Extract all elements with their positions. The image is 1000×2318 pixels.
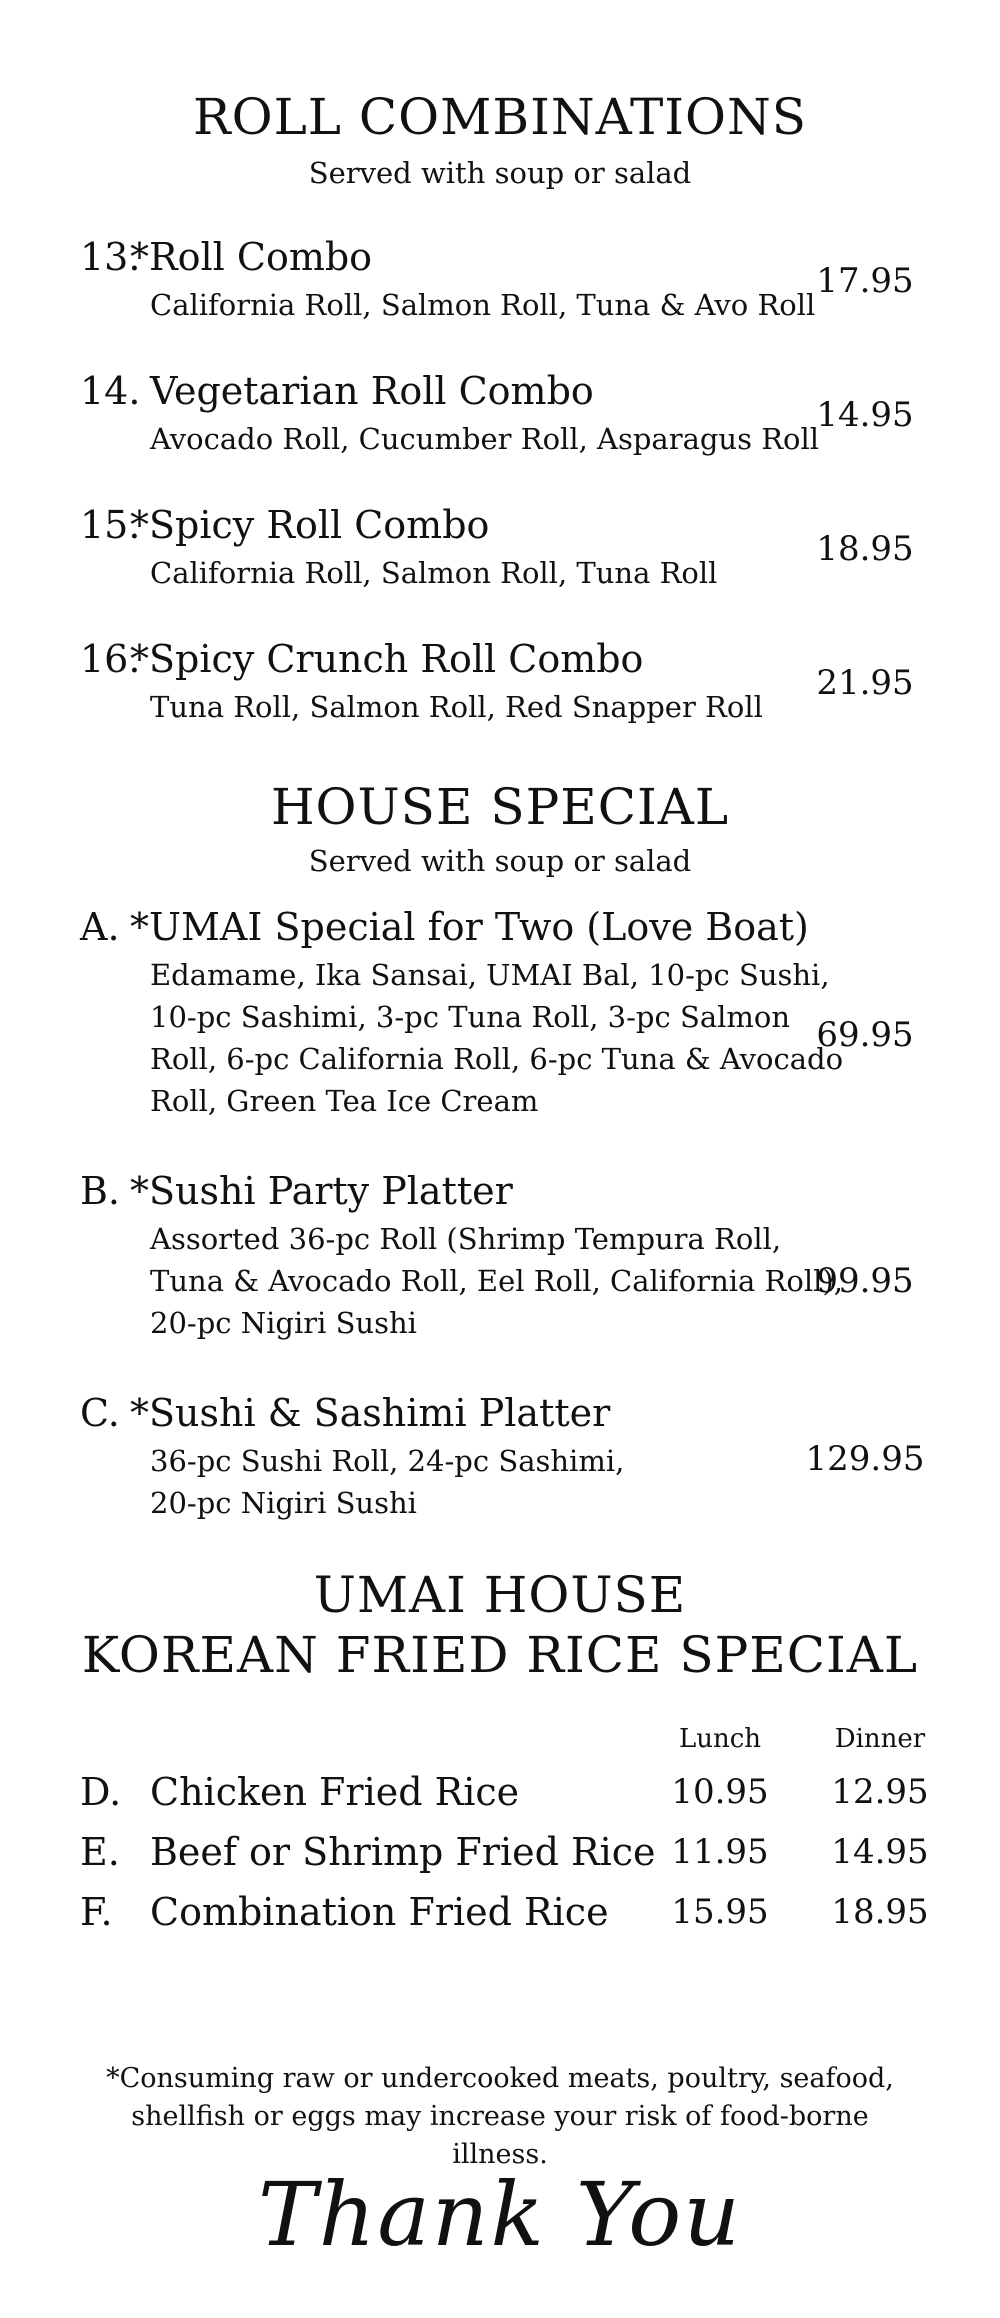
menu-item-15 [80, 502, 940, 592]
item-description [150, 1218, 880, 1344]
item-name: Combination Fried Rice [150, 1890, 609, 1934]
item-number: 15. [80, 503, 141, 547]
food-safety-disclaimer [80, 2060, 920, 2174]
item-letter: D. [80, 1770, 122, 1814]
item-name: Beef or Shrimp Fried Rice [150, 1830, 656, 1874]
lunch-price: 10.95 [671, 1772, 769, 1812]
item-number: 13. [80, 235, 141, 279]
item-name: *Roll Combo [130, 235, 373, 279]
roll-combinations-subtitle: Served with soup or salad [308, 156, 692, 190]
house-special-title: HOUSE SPECIAL [270, 778, 730, 836]
menu-item-b [80, 1168, 940, 1348]
item-name: *Spicy Roll Combo [130, 503, 490, 547]
lunch-price: 11.95 [671, 1832, 769, 1872]
menu-item-f [80, 1886, 940, 1938]
item-description: Avocado Roll, Cucumber Roll, Asparagus Roll [150, 422, 820, 456]
disclaimer-line: *Consuming raw or undercooked meats, poultry, seafood, [106, 2063, 894, 2094]
item-number: 14. [80, 369, 141, 413]
item-price: 99.95 [816, 1261, 914, 1301]
menu-item-e [80, 1826, 940, 1878]
item-name: *Sushi & Sashimi Platter [130, 1391, 611, 1435]
item-price: 129.95 [805, 1439, 925, 1479]
description-line: 20-pc Nigiri Sushi [150, 1486, 417, 1520]
menu-item-14 [80, 368, 940, 458]
disclaimer-line: shellfish or eggs may increase your risk of food-borne illness. [131, 2101, 869, 2170]
menu-item-13 [80, 234, 940, 324]
fried-rice-title-line2: KOREAN FRIED RICE SPECIAL [81, 1626, 919, 1684]
dinner-price: 12.95 [831, 1772, 929, 1812]
item-number: 16. [80, 637, 141, 681]
description-line: Assorted 36-pc Roll (Shrimp Tempura Roll, [150, 1222, 782, 1256]
item-price: 18.95 [816, 529, 914, 569]
item-description: Tuna Roll, Salmon Roll, Red Snapper Roll [150, 690, 763, 724]
dinner-price: 14.95 [831, 1832, 929, 1872]
house-special-subtitle: Served with soup or salad [308, 844, 692, 878]
item-number: A. [80, 905, 120, 949]
item-name: *Spicy Crunch Roll Combo [130, 637, 644, 681]
menu-item-a [80, 904, 940, 1124]
description-line: Roll, Green Tea Ice Cream [150, 1084, 539, 1118]
item-description: California Roll, Salmon Roll, Tuna & Avo Roll [150, 288, 816, 322]
item-number: C. [80, 1391, 120, 1435]
item-letter: E. [80, 1830, 120, 1874]
item-number: B. [80, 1169, 121, 1213]
item-description [150, 954, 880, 1122]
description-line: Tuna & Avocado Roll, Eel Roll, California Roll), [150, 1264, 843, 1298]
item-price: 69.95 [816, 1015, 914, 1055]
thank-you-signature: Thank You [258, 2163, 742, 2266]
lunch-column-header: Lunch [678, 1724, 762, 1754]
dinner-price: 18.95 [831, 1892, 929, 1932]
item-name: Chicken Fried Rice [150, 1770, 520, 1814]
item-price: 17.95 [816, 261, 914, 301]
roll-combinations-title: ROLL COMBINATIONS [192, 88, 808, 146]
item-name: *Sushi Party Platter [130, 1169, 513, 1213]
item-name: Vegetarian Roll Combo [150, 369, 594, 413]
menu-item-c [80, 1390, 940, 1530]
description-line: 20-pc Nigiri Sushi [150, 1306, 417, 1340]
description-line: Edamame, Ika Sansai, UMAI Bal, 10-pc Sushi, [150, 958, 830, 992]
item-price: 21.95 [816, 663, 914, 703]
item-description [150, 1440, 880, 1524]
item-description: California Roll, Salmon Roll, Tuna Roll [150, 556, 718, 590]
dinner-column-header: Dinner [834, 1724, 926, 1754]
menu-item-d [80, 1766, 940, 1818]
item-price: 14.95 [816, 395, 914, 435]
lunch-price: 15.95 [671, 1892, 769, 1932]
description-line: 36-pc Sushi Roll, 24-pc Sashimi, [150, 1444, 625, 1478]
description-line: Roll, 6-pc California Roll, 6-pc Tuna & Avocado [150, 1042, 844, 1076]
item-letter: F. [80, 1890, 113, 1934]
fried-rice-title-line1: UMAI HOUSE [313, 1566, 687, 1624]
item-name: *UMAI Special for Two (Love Boat) [130, 905, 809, 949]
description-line: 10-pc Sashimi, 3-pc Tuna Roll, 3-pc Salmon [150, 1000, 791, 1034]
menu-item-16 [80, 636, 940, 726]
